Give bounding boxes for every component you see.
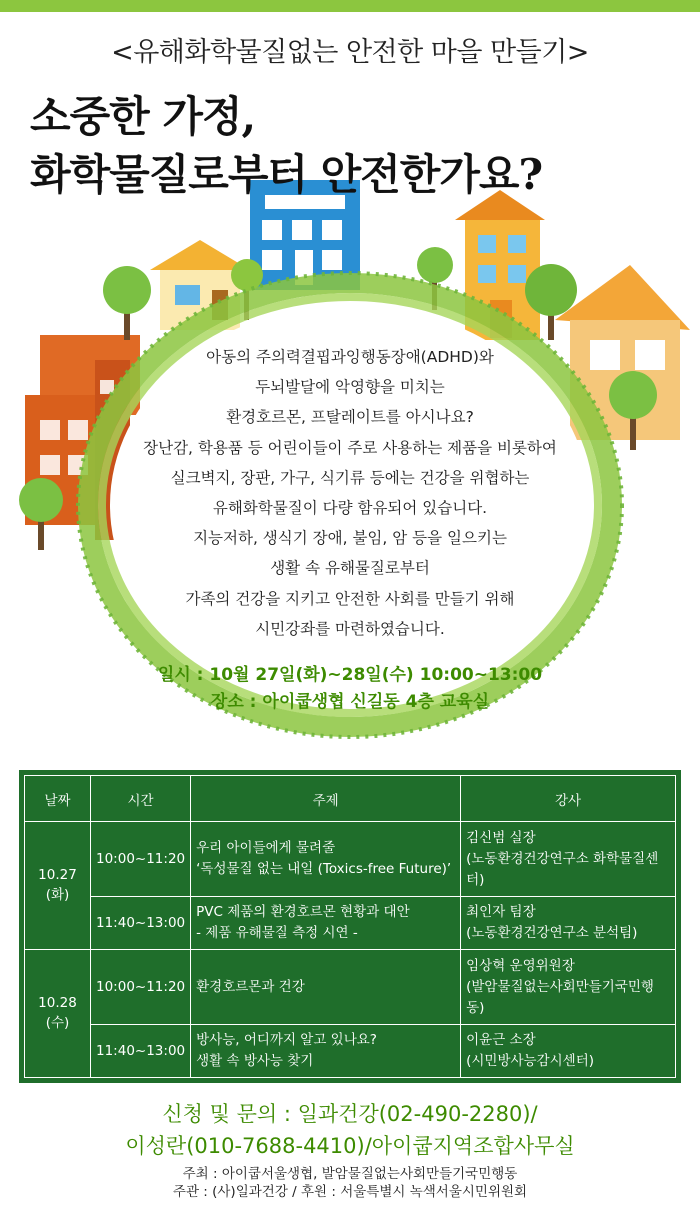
table-row xyxy=(25,897,676,950)
date-cell xyxy=(25,822,91,950)
date-weekday: (수) xyxy=(45,1015,70,1032)
intro-text xyxy=(110,342,590,644)
event-location: 장소 : 아이쿱생협 신길동 4층 교육실 xyxy=(210,692,490,712)
topic-cell xyxy=(191,822,461,897)
top-accent-bar xyxy=(0,0,700,12)
date-value: 10.28 xyxy=(38,995,77,1012)
lecturer-org: (노동환경건강연구소 분석팀) xyxy=(466,925,638,942)
intro-line: 유해화학물질이 다량 함유되어 있습니다. xyxy=(212,499,488,518)
intro-line: 지능저하, 생식기 장애, 불임, 암 등을 일으키는 xyxy=(193,529,507,548)
intro-line: 가족의 건강을 지키고 안전한 사회를 만들기 위해 xyxy=(185,589,515,608)
intro-line: 아동의 주의력결핍과잉행동장애(ADHD)와 xyxy=(206,348,494,366)
contact-line-1: 신청 및 문의 : 일과건강(02-490-2280)/ xyxy=(162,1102,538,1126)
time-cell: 10:00~11:20 xyxy=(91,822,191,897)
date-cell xyxy=(25,949,91,1077)
header-lecturer: 강사 xyxy=(461,776,676,822)
time-cell: 11:40~13:00 xyxy=(91,1025,191,1078)
intro-line: 생활 속 유해물질로부터 xyxy=(270,559,430,578)
header-date: 날짜 xyxy=(25,776,91,822)
topic-line: 생활 속 방사능 찾기 xyxy=(196,1053,314,1070)
intro-line: 장난감, 학용품 등 어린이들이 주로 사용하는 제품을 비롯하여 xyxy=(143,438,557,457)
time-cell: 10:00~11:20 xyxy=(91,949,191,1024)
lecturer-name: 이윤근 소장 xyxy=(466,1032,536,1049)
topic-line: - 제품 유해물질 측정 시연 - xyxy=(196,925,358,942)
schedule-table xyxy=(24,775,676,1078)
schedule-table-container xyxy=(19,770,681,1083)
date-value: 10.27 xyxy=(38,867,77,884)
lecturer-org: (노동환경건강연구소 화학물질센터) xyxy=(466,850,659,888)
intro-line: 실크벽지, 장판, 가구, 식기류 등에는 건강을 위협하는 xyxy=(170,468,530,487)
topic-cell xyxy=(191,949,461,1024)
topic-line: PVC 제품의 환경호르몬 현황과 대안 xyxy=(196,904,410,921)
topic-line: ‘독성물질 없는 내일 (Toxics-free Future)’ xyxy=(196,861,452,878)
page-subtitle: <유해화학물질없는 안전한 마을 만들기> xyxy=(111,37,589,68)
table-header-row xyxy=(25,776,676,822)
host-info xyxy=(0,1165,700,1201)
lecturer-name: 최인자 팀장 xyxy=(466,904,536,921)
topic-cell xyxy=(191,1025,461,1078)
header-time: 시간 xyxy=(91,776,191,822)
date-weekday: (화) xyxy=(45,887,70,904)
topic-line: 우리 아이들에게 물려줄 xyxy=(196,840,336,857)
event-info xyxy=(110,662,590,716)
host-line-1: 주최 : 아이쿱서울생협, 발암물질없는사회만들기국민행동 xyxy=(182,1166,518,1182)
page-title xyxy=(30,88,542,204)
intro-line: 환경호르몬, 프탈레이트를 아시나요? xyxy=(226,408,474,427)
lecturer-cell xyxy=(461,897,676,950)
lecturer-org: (발암물질없는사회만들기국민행동) xyxy=(466,978,654,1016)
topic-line: 환경호르몬과 건강 xyxy=(196,978,305,995)
lecturer-org: (시민방사능감시센터) xyxy=(466,1053,595,1070)
topic-line: 방사능, 어디까지 알고 있나요? xyxy=(196,1032,377,1049)
lecturer-cell xyxy=(461,1025,676,1078)
table-row xyxy=(25,949,676,1024)
topic-cell xyxy=(191,897,461,950)
host-line-2: 주관 : (사)일과건강 / 후원 : 서울특별시 녹색서울시민위원회 xyxy=(172,1184,528,1200)
lecturer-cell xyxy=(461,949,676,1024)
lecturer-name: 김신범 실장 xyxy=(466,829,536,846)
contact-info xyxy=(0,1098,700,1162)
intro-line: 시민강좌를 마련하였습니다. xyxy=(255,619,445,638)
table-row xyxy=(25,822,676,897)
lecturer-cell xyxy=(461,822,676,897)
title-line-1: 소중한 가정, xyxy=(30,92,256,141)
lecturer-name: 임상혁 운영위원장 xyxy=(466,957,575,974)
intro-line: 두뇌발달에 악영향을 미치는 xyxy=(255,378,445,397)
header-topic: 주제 xyxy=(191,776,461,822)
time-cell: 11:40~13:00 xyxy=(91,897,191,950)
contact-line-2: 이성란(010-7688-4410)/아이쿱지역조합사무실 xyxy=(125,1134,575,1158)
title-line-2: 화학물질로부터 안전한가요? xyxy=(30,150,543,199)
table-row xyxy=(25,1025,676,1078)
event-datetime: 일시 : 10월 27일(화)~28일(수) 10:00~13:00 xyxy=(157,665,543,685)
